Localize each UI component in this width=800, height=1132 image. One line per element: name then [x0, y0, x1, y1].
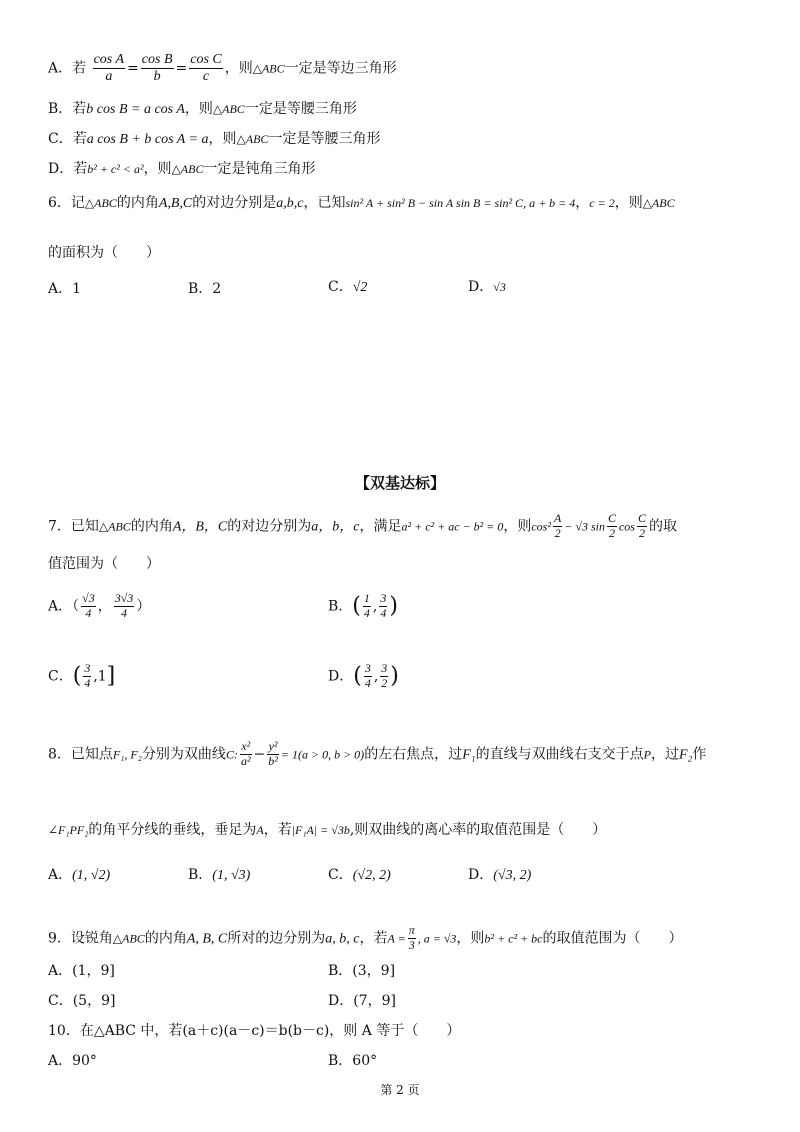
- q8-stem-line2: ∠F₁PF₂的角平分线的垂线，垂足为A，若|F₁A| = √3b,则双曲线的离心率的取值范围是（ ）: [48, 822, 607, 838]
- q5-a-frac-1: $\frac{\text{cos A}}{a}$: [93, 52, 125, 85]
- section-title: 【双基达标】: [354, 474, 445, 492]
- q5-option-d: D．若b² + c² < a²，则△ABC一定是钝角三角形: [48, 161, 316, 177]
- q7-option-d: D．( $\frac{3}{4}$ , $\frac{3}{2}$ ): [328, 661, 399, 690]
- q6-stem-line2: 的面积为（ ）: [48, 245, 160, 261]
- q6-option-c: C．√2: [328, 279, 368, 295]
- q8-option-a: A．(1, √2): [48, 867, 111, 883]
- q9-option-a: A．(1，9]: [48, 963, 115, 979]
- q7-stem: 7．已知△ABC的内角A，B，C的对边分别为a，b，c，满足a² + c² + ac − b² = 0，则cos² $\frac{A}{2}$ − √3 sin $\frac{C}{2}$ cos $\frac{C}{2}$ 的取: [48, 511, 677, 540]
- q6-option-d: D．√3: [468, 279, 506, 295]
- q5-option-a: A．若 $\frac{\text{cos A}}{a}$ = $\frac{\text{cos B}}{b}$ = $\frac{\text{cos C}}{c}$ ，则△ABC一定是等边三角形: [48, 52, 397, 85]
- q7-option-b: B．( $\frac{1}{4}$ , $\frac{3}{4}$ ): [328, 591, 398, 620]
- q6-option-a: A．1: [48, 281, 82, 297]
- q5-a-frac-3: $\frac{\text{cos C}}{c}$: [190, 52, 222, 85]
- q10-option-b: B．60°: [328, 1053, 378, 1069]
- q5-option-c: C．若a cos B + b cos A = a，则△ABC一定是等腰三角形: [48, 131, 381, 147]
- q8-option-b: B．(1, √3): [188, 867, 251, 883]
- page-number: 第 2 页: [380, 1083, 420, 1097]
- q10-option-a: A．90°: [48, 1053, 97, 1069]
- q9-option-b: B．(3，9]: [328, 963, 396, 979]
- q6-stem: 6．记△ABC的内角A,B,C的对边分别是a,b,c，已知sin² A + sin² B − sin A sin B = sin² C, a + b = 4，c = 2，则△ABC: [48, 195, 675, 211]
- q6-option-b: B．2: [188, 281, 222, 297]
- q8-option-c: C．(√2, 2): [328, 867, 391, 883]
- q8-stem: 8．已知点F₁, F₂分别为双曲线C: $\frac{\text{x²}}{\text{a²}}$ − $\frac{\text{y²}}{\text{b²}}$ = 1(a > 0, b > 0)的左右焦点，过F₁的直线与双曲线右支交于点P，过F₂作: [48, 739, 707, 768]
- q8-option-d: D．(√3, 2): [468, 867, 532, 883]
- q9-stem: 9．设锐角△ABC的内角A, B, C所对的边分别为a, b, c，若A = $\frac{\pi}{3}$ , a = √3，则b² + c² + bc的取值范围为（ ）: [48, 923, 683, 952]
- q7-option-a: A．（ $\frac{√3}{4}$ ， $\frac{3√3}{4}$ ）: [48, 591, 151, 620]
- q9-option-d: D．(7，9]: [328, 993, 396, 1009]
- q7-option-c: C．( $\frac{3}{4}$ ,1]: [48, 661, 116, 690]
- q10-stem: 10．在△ABC 中，若(a＋c)(a－c)＝b(b－c)，则 A 等于（ ）: [48, 1023, 461, 1039]
- q9-option-c: C．(5，9]: [48, 993, 116, 1009]
- q7-stem-line2: 值范围为（ ）: [48, 556, 160, 572]
- q5-a-frac-2: $\frac{\text{cos B}}{b}$: [141, 52, 173, 85]
- q5-option-b: B．若b cos B = a cos A，则△ABC一定是等腰三角形: [48, 101, 357, 117]
